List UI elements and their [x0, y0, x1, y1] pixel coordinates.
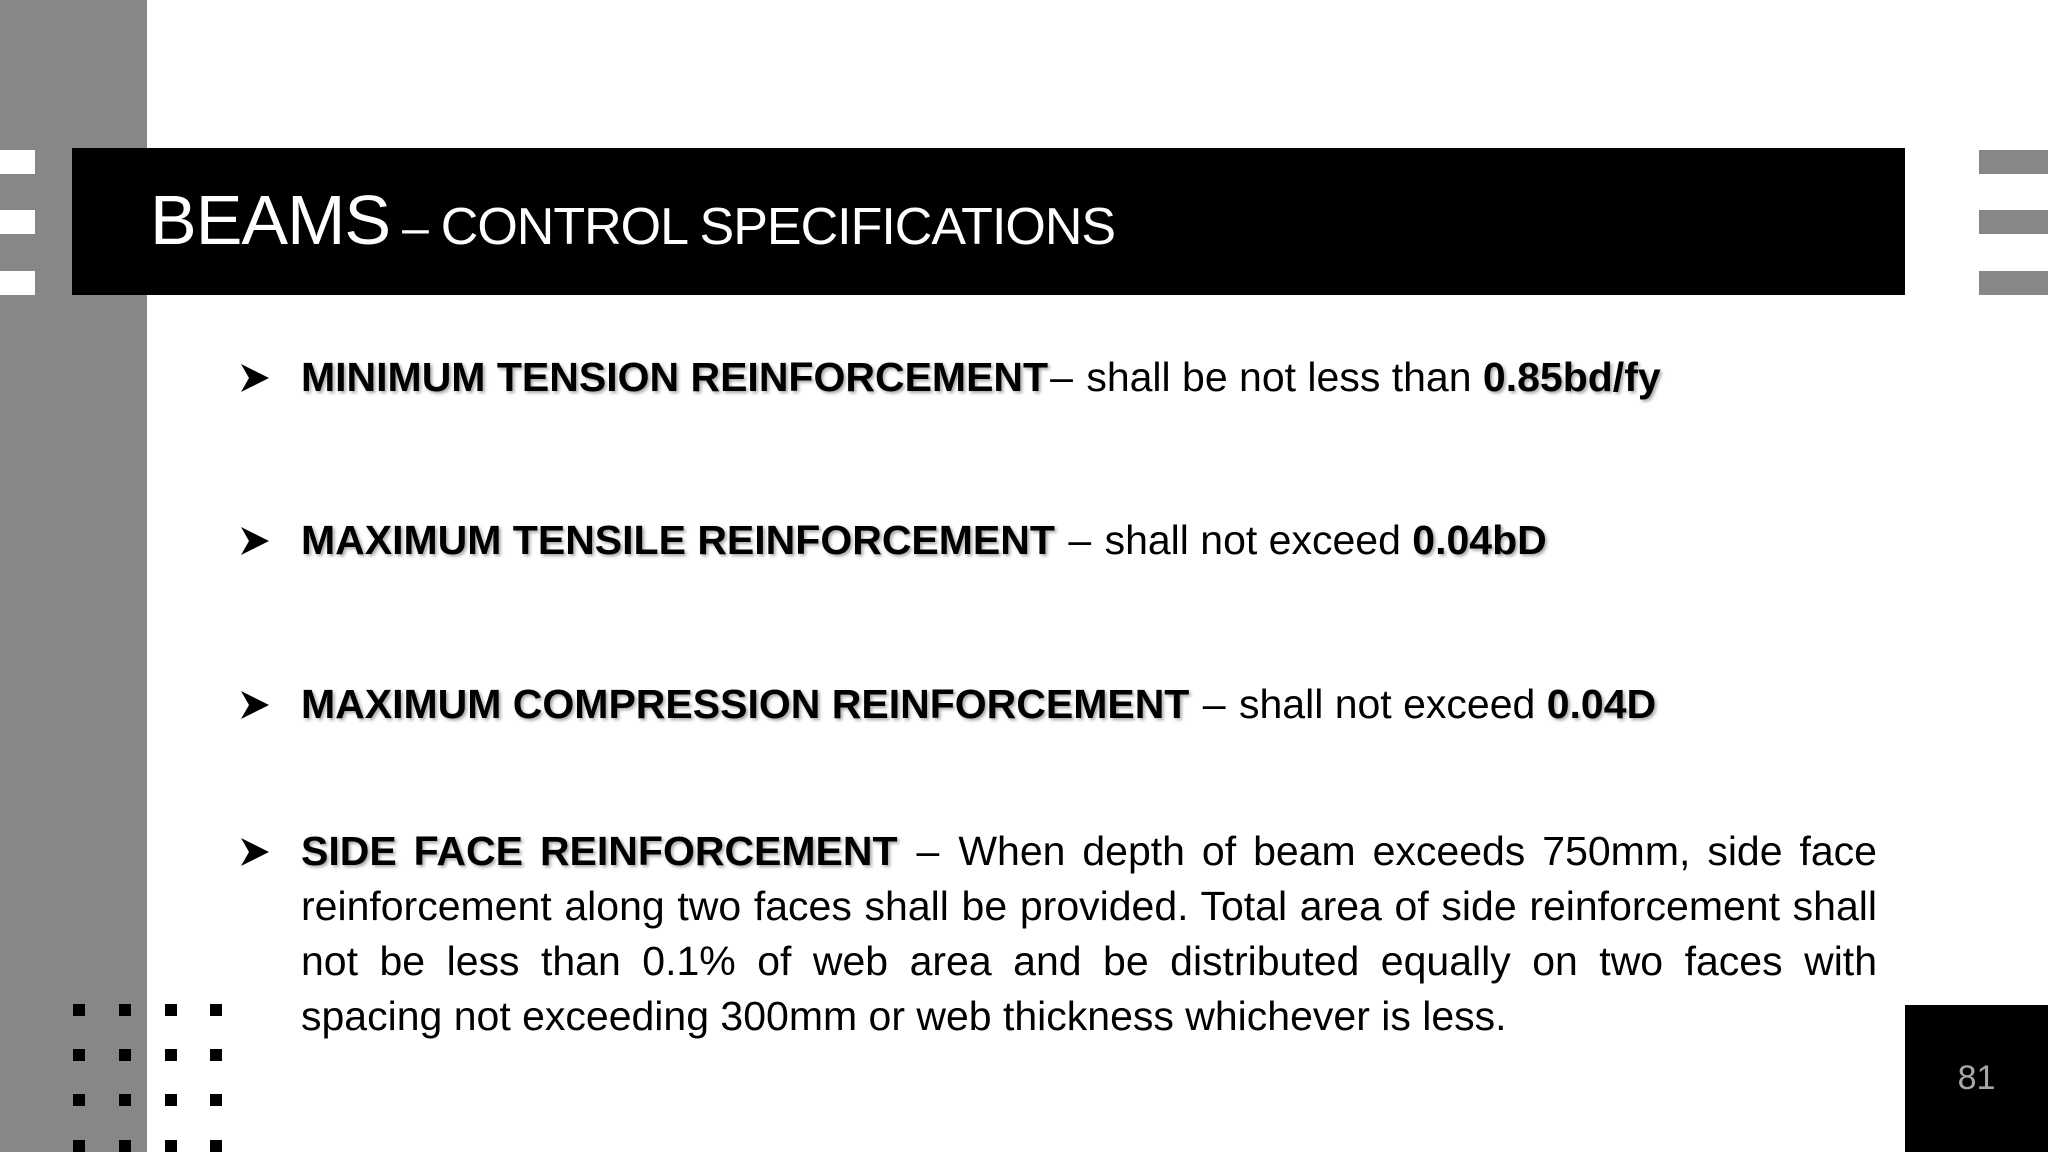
bullet-term: MINIMUM TENSION REINFORCEMENT — [301, 354, 1049, 400]
bullet-description: shall not exceed — [1104, 517, 1401, 563]
title-main: BEAMS — [150, 181, 391, 259]
bullet-text — [301, 677, 1877, 732]
bullet-term: MAXIMUM COMPRESSION REINFORCEMENT — [301, 681, 1190, 727]
bullet-dash: – — [1202, 681, 1226, 727]
title-separator: – — [402, 202, 429, 255]
bullet-value: 0.04bD — [1412, 517, 1547, 563]
page-number-box — [1905, 1005, 2048, 1152]
bullet-value: 0.04D — [1546, 681, 1657, 727]
bullet-maximum-tensile — [237, 513, 1877, 568]
title-subtitle: CONTROL SPECIFICATIONS — [440, 198, 1116, 256]
bullet-side-face — [237, 824, 1877, 1044]
bullet-dash: – — [1050, 354, 1073, 400]
bullet-text — [301, 350, 1877, 405]
bullet-dash: – — [1068, 517, 1092, 563]
arrowhead-bullet-icon — [237, 677, 273, 732]
bullet-term: MAXIMUM TENSILE REINFORCEMENT — [301, 517, 1055, 563]
bullet-text — [301, 824, 1877, 1044]
bullet-minimum-tension — [237, 350, 1877, 405]
bullet-description: shall be not less than — [1086, 354, 1472, 400]
page-number: 81 — [1957, 1059, 1996, 1097]
arrowhead-bullet-icon — [237, 350, 273, 405]
bullet-maximum-compression — [237, 677, 1877, 732]
bullet-term: SIDE FACE REINFORCEMENT — [301, 828, 898, 874]
bullet-description: shall not exceed — [1238, 681, 1536, 727]
bullet-description: When depth of beam exceeds 750mm, side face reinforcement along two faces shall be provided. Total area of side reinforcement shall not be less than 0.1% of web area and be distributed equally on two faces with spacing not exceeding 300mm or web thickness whichever is less. — [301, 828, 1877, 1039]
bullet-value: 0.85bd/fy — [1482, 354, 1661, 400]
arrowhead-bullet-icon — [237, 513, 273, 568]
bullet-text — [301, 513, 1877, 568]
bullet-dash: – — [916, 828, 940, 874]
arrowhead-bullet-icon — [237, 824, 273, 879]
